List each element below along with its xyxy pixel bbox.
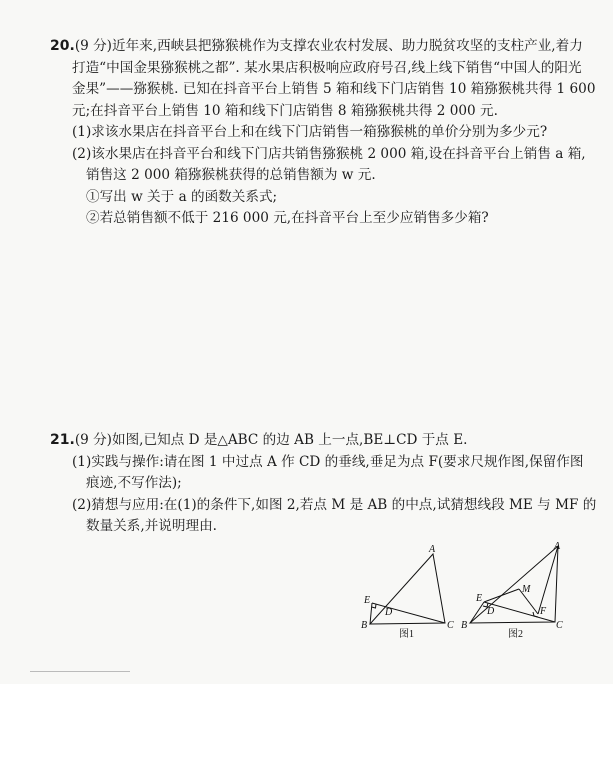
q21-part-1: (1)实践与操作:请在图 1 中过点 A 作 CD 的垂线,垂足为点 F(要求尺规作图,保留作图	[72, 453, 584, 470]
q21-part-2: (2)猜想与应用:在(1)的条件下,如图 2,若点 M 是 AB 的中点,试猜想线段 ME 与 MF 的	[72, 496, 597, 513]
figure-2-labels	[461, 541, 563, 640]
segment-af	[538, 546, 558, 614]
q20-line-2: 打造“中国金果猕猴桃之都”. 某水果店积极响应政府号召,线上线下销售“中国人的阳光	[72, 59, 582, 76]
q20-sub-1: ①写出 w 关于 a 的函数关系式;	[86, 188, 278, 205]
q20-line-4: 元;在抖音平台上销售 10 箱和线下门店销售 8 箱猕猴桃共得 2 000 元.	[72, 102, 498, 119]
label-c: C	[556, 620, 563, 631]
segment-em	[484, 589, 519, 602]
q20-line-1: 20.(9 分)近年来,西峡县把猕猴桃作为支撑农业农村发展、助力脱贫攻坚的支柱产业,着力	[50, 38, 583, 54]
figure-1	[370, 554, 445, 624]
label-e: E	[476, 593, 483, 604]
q20-part-1: (1)求该水果店在抖音平台上和在线下门店销售一箱猕猴桃的单价分别为多少元?	[72, 124, 548, 140]
q20-sub-2: ②若总销售额不低于 216 000 元,在抖音平台上至少应销售多少箱?	[86, 210, 489, 226]
label-a: A	[429, 544, 436, 555]
label-d: D	[385, 607, 393, 618]
figure-2-caption: 图2	[508, 629, 523, 640]
q20-number: 20.	[50, 38, 75, 54]
label-d: D	[487, 606, 495, 617]
figure-1-caption: 图1	[399, 629, 414, 640]
triangle-abc	[370, 554, 445, 624]
label-m: M	[522, 584, 531, 595]
label-a: A	[554, 541, 561, 552]
segment-be	[370, 603, 372, 624]
q21-line-1: 21.(9 分)如图,已知点 D 是△ABC 的边 AB 上一点,BE⊥CD 于点 E.	[50, 432, 468, 448]
label-c: C	[447, 620, 454, 631]
label-b: B	[461, 620, 468, 631]
q20-line-3: 金果”——猕猴桃. 已知在抖音平台上销售 5 箱和线下门店销售 10 箱猕猴桃共得 1 600	[72, 81, 596, 97]
q21-part-2-cont: 数量关系,并说明理由.	[86, 518, 217, 534]
scan-edge-mark	[30, 671, 130, 672]
q20-part-2-cont: 销售这 2 000 箱猕猴桃获得的总销售额为 w 元.	[86, 167, 376, 183]
label-f: F	[540, 606, 547, 617]
label-e: E	[364, 595, 371, 606]
q21-part-1-cont: 痕迹,不写作法);	[86, 475, 182, 491]
q20-part-2: (2)该水果店在抖音平台和线下门店共销售猕猴桃 2 000 箱,设在抖音平台上销售 a 箱,	[72, 145, 586, 162]
label-b: B	[361, 620, 368, 631]
q21-number: 21.	[50, 432, 75, 448]
segment-ce	[372, 603, 445, 623]
